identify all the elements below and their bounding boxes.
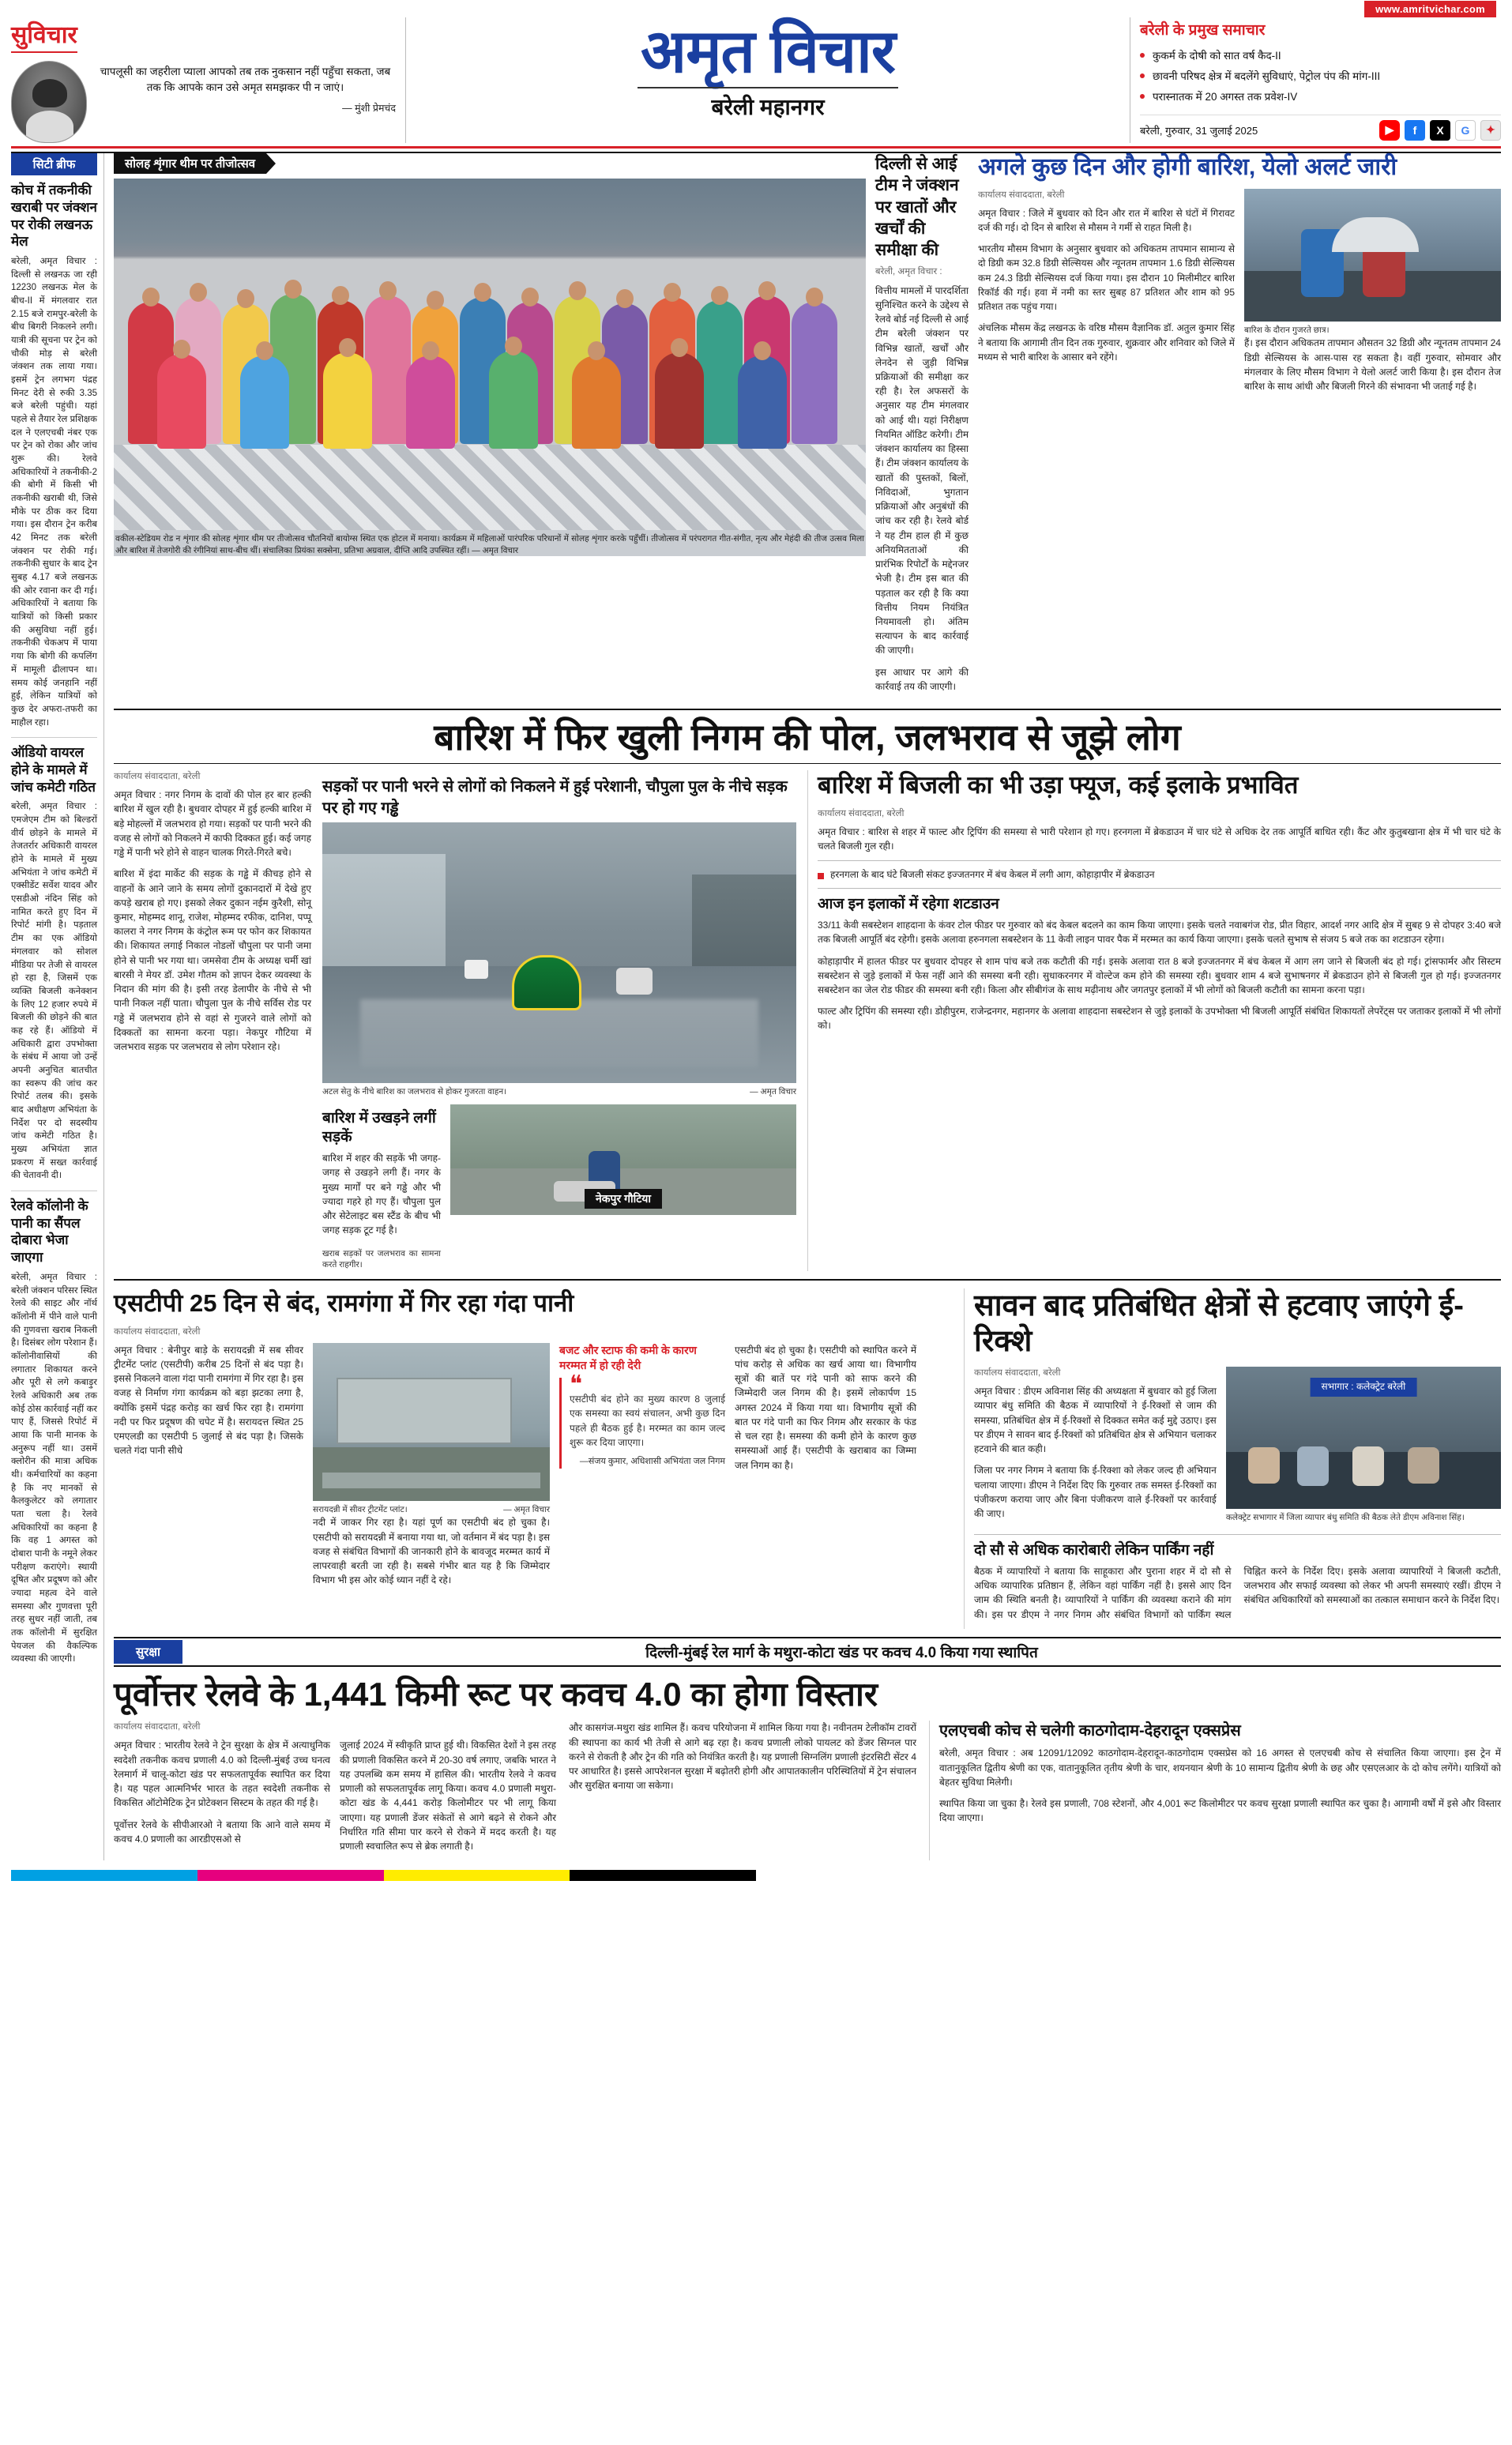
weather-story (978, 153, 1501, 701)
main-story-photo-caption: अटल सेतु के नीचे बारिश का जलभराव से होकर गुजरता वाहन। (322, 1087, 507, 1097)
stp-byline: कार्यालय संवाददाता, बरेली (114, 1326, 201, 1337)
rail-item-title[interactable]: कोच में तकनीकी खराबी पर जंक्शन पर रोकी लखनऊ मेल (11, 182, 97, 250)
x-icon[interactable]: X (1430, 120, 1450, 141)
page-content (11, 152, 1501, 1860)
roads-subhead[interactable]: बारिश में उखड़ने लगीं सड़कें (322, 1109, 436, 1146)
stp-photo-caption: सरायदन्नी में सीवर ट्रीटमेंट प्लांट। (313, 1504, 408, 1514)
main-story-text (114, 770, 311, 1271)
paper-logo: अमृत विचार (641, 18, 895, 85)
social-links[interactable] (1379, 120, 1501, 141)
teej-photo-caption: वकील-स्टेडियम रोड न शृंगार की सोलह शृंगार थीम पर तीजोत्सव चौतनियों बायोग्स स्थित एक होटल में मनाया। कार्यक्रम में महिलाओं पारंपरिक परिधानों में सोलह शृंगार करके पहुँचीं। तीजोत्सव में परंपरागत गीत-संगीत, नृत्य और मेहंदी की तीज उत्सव मिला और बारिश में तेजगोरी की रंगीनियां साथ-बीच थीं। संचालिका प्रियंका सक्सेना, प्रतिभा अग्रवाल, दीप्ति आदि उपस्थित रहीं। — अमृत विचार (115, 534, 864, 555)
lhb-text-1: बरेली, अमृत विचार : अब 12091/12092 काठगोदाम-देहरादून-काठगोदाम एक्सप्रेस को 16 अगस्त से एलएचबी कोच से संचालित किया जाएगा। इस ट्रेन में वातानुकूलित द्वितीय श्रेणी का एक, वातानुकूलित तृतीय श्रेणी के चार, शयनयान श्रेणी के 10 सामान्य द्वितीय श्रेणी के छह और एसएलआर के दो कोच लगेंगे। यात्रियों को बेहतर सुविधा मिलेगी। (939, 1747, 1501, 1788)
kavach-col-4: और कासगंज-मथुरा खंड शामिल हैं। कवच परियोजना में शामिल किया गया है। नवीनतम टेलीकॉम टावरों की स्थापना का कार्य भी तेजी से आगे बढ़ रहा है। कवच प्रणाली लोको पायलट को डेंजर सिग्नल पार करने से रोकती है और ट्रेन की गति को नियंत्रित करती है। यह प्रणाली सिग्नलिंग प्रणाली इंटरसिटी सेंटर 4 पर आधारित है। इससे आपरेशनल सुरक्षा में बढ़ोतरी होगी और आपातकालीन परिस्थितियों में ट्रेन संचालन और सुरक्षित बनाया जा सकेगा। (569, 1722, 916, 1792)
section-kavach (114, 1721, 1501, 1860)
meeting-banner: सभागार : कलेक्ट्रेट बरेली (1311, 1378, 1417, 1397)
stp-col-2: नदी में जाकर गिर रहा है। यहां पूर्ण का एसटीपी बंद हो चुका है। एसटीपी को सरायदन्नी में बनाया गया था, जो वर्तमान में बंद पड़ा है। इस वजह से संबंधित विभागों की जानकारी होने के बावजूद मरम्मत कार्य में लापरवाही बरती जा रही है। सबसे गंभीर बात यह है कि जिम्मेदार विभाग भी इस ओर कोई ध्यान नहीं दे रहे। (313, 1517, 550, 1586)
youtube-icon[interactable]: ▶ (1379, 120, 1400, 141)
power-byline: कार्यालय संवाददाता, बरेली (818, 808, 905, 818)
top-news-heading: बरेली के प्रमुख समाचार (1140, 22, 1266, 39)
author-portrait (11, 61, 87, 143)
city-brief-rail (11, 153, 104, 1860)
paper-edition: बरेली महानगर (638, 87, 898, 122)
safety-bar (114, 1637, 1501, 1667)
sawan-photo-caption: कलेक्ट्रेट सभागार में जिला व्यापार बंधु समिति की बैठक लेते डीएम अविनाश सिंह। (1225, 1513, 1465, 1523)
stp-quote-text: एसटीपी बंद होने का मुख्य कारण 8 जुलाई एक समस्या का स्वयं संचालन, अभी कुछ दिन पहले ही बैठक हुई है। मरम्मत का काम जल्द शुरू कर दिया जाएगा। (570, 1393, 725, 1449)
section-top (114, 153, 1501, 701)
stp-col-3: एसटीपी बंद हो चुका है। एसटीपी को स्थापित करने में पांच करोड़ से अधिक का खर्च आया था। विभागीय सूत्रों की बातें पर गंदे पानी को साफ करने की जिम्मेदारी जल निगम की है। इसमें लोकार्पण 15 अगस्त 2024 में किया गया था। विभागीय सूत्रों की बात पर गंदे पानी का फिर निगम और सरकार के फंड से चल रहा है। समस्या की कमी होने के कारण कुछ समस्याओं आई हैं। एसटीपी के खराबाव का जिम्मा जल निगम का है। (735, 1344, 916, 1471)
weather-photo-caption: बारिश के दौरान गुजरते छात्र। (1244, 325, 1330, 335)
parking-text: बैठक में व्यापारियों ने बताया कि साहूकारा और पुराना शहर में दो सौ से अधिक व्यापारिक प्रतिष्ठान हैं, लेकिन वहां पार्किंग नहीं है। इससे आए दिन जाम की स्थिति बनती है। व्यापारियों ने पार्किंग की व्यवस्था कराने की मांग की। इस पर डीएम ने नगर निगम और संबंधित विभागों को पार्किंग स्थल चिह्नित करने के निर्देश दिए। इसके अलावा व्यापारियों ने बिजली कटौती, जलभराव और सफाई व्यवस्था को लेकर भी अपनी समस्याएं रखीं। डीएम ने संबंधित अधिकारियों को समस्याओं का तत्काल समाधान करने के निर्देश दिए। (974, 1565, 1501, 1620)
rail-item-text: बरेली, अमृत विचार : बरेली जंक्शन परिसर स्थित रेलवे की साइट और नॉर्थ कॉलोनी में पीने वाले पानी की गुणवत्ता खराब निकली है। दिसंबर लोग परेशान हैं। कॉलोनीवासियों की लगातार शिकायत करने और पूरी से लगे कबाड़ुर रेलवे अधिकारी अब तक कोई ठोस कार्रवाई नहीं कर पाए हैं, जिससे रिपोर्ट में आया कि पानी मानक के अनुरूप नहीं था। उसमें क्लोरीन की मात्रा अधिक थी। कर्मचारियों का कहना है कि नए मानकों से कैलकुलेटर को लगातार पता चला है। रेलवे अधिकारियों का कहना है कि वह 1 अगस्त को दोबारा पानी के नमूने लेकर परीक्षण कराएंगे। स्थायी दूषित और प्रदूषण को और ज्यादा महत्व देने वाले समस्या और गुणवत्ता पूरी तरह सुधर नहीं जाती, तब तक कॉलोनी में सुरक्षित पेयजल की वैकल्पिक व्यवस्था की जाएगी। (11, 1272, 97, 1664)
main-story-para-2: बारिश में इंदा मार्केट की सड़क के गड्ढे में कीचड़ होने से वाहनों के आने जाने के समय लोगों दुकानदारों में देखे हुए कपड़े खराब हो गए। इसको लेकर दुकान नईम कुरैशी, सोनू कुमार, मोहम्मद शानू, राजेश, मोहम्मद रफीक, दानिश, पप्पू कालरा ने नगर निगम के कंट्रोल रूम पर फोन कर शिकायत की। शिकायत लगाई निकाल नोडलों चौपुला पर पानी जमा होने से पानी भर गया था। जमसेवा टीम के अध्यक्ष चर्मी खां बारसी ने मेयर डॉ. उमेश गौतम को ज्ञापन देकर व्यवस्था के निदान की मांग की है। इसी तरह डेलापीर के नीचे से भी पानी निकल नहीं पाता। चौपुला पुल के नीचे सर्विस रोड पर गड्ढे में जलभराव होने से वहां से गुजरने वाले लोगों को दिक्कतों का सामना करना पड़ा। नेकपुर गौटिया में जलभराव सड़क पर जलभराव से लोग परेशान रहे। (114, 868, 311, 1053)
stp-photo (313, 1343, 550, 1501)
main-headline[interactable]: बारिश में फिर खुली निगम की पोल, जलभराव से जूझे लोग (434, 717, 1181, 758)
main-headline-bar (114, 709, 1501, 764)
top-news-item[interactable]: कुकर्म के दोषी को सात वर्ष कैद-II (1140, 46, 1501, 66)
delhi-team-headline[interactable]: दिल्ली से आई टीम ने जंक्शन पर खातों और खर्चों की समीक्षा की (875, 155, 959, 260)
suvichar-author: — मुंशी प्रेमचंद (342, 102, 396, 114)
stp-col-1: अमृत विचार : बेनीपुर बाड़े के सरायदन्नी में सब सीवर ट्रीटमेंट प्लांट (एसटीपी) करीब 25 दिनों से बंद पड़ा है। इससे निकलने वाला गंदा पानी रामगंगा में गिर रहा है। इस वजह से निर्माण गंगा कार्यक्रम को बड़ा झटका लगा है, क्योंकि इसमें पंद्रह करोड़ का खर्च फिर रहा है। रामगंगा नदी पर फिर प्रदूषण की चपेट में है। सरायदत्त स्थित 25 एमएलडी का एसटीपी 5 जुलाई से बंद पड़ा है। जिसके चलते गंदा पानी सीधे (114, 1344, 303, 1457)
rail-item-title[interactable]: ऑडियो वायरल होने के मामले में जांच कमेटी गठित (11, 745, 96, 795)
delhi-team-body: वित्तीय मामलों में पारदर्शिता सुनिश्चित करने के उद्देश्य से रेलवे बोर्ड नई दिल्ली से आई टीम बरेली जंक्शन पर विभिन्न खातों, खर्चों और लेनदेन से जुड़ी विभिन्न प्रक्रियाओं की समीक्षा कर रही है। रेल अफसरों के अनुसार यह टीम मंगलवार को आई थी। यहां निरीक्षण नियमित ऑडिट करेगी। टीम जंक्शन कार्यालय का हिस्सा हैं। टीम जंक्शन कार्यालय के खातों की पुस्तकों, बिलों, निविदाओं, भुगतान प्रक्रियाओं और अनुबंधों की जांच कर रही है। रेलवे बोर्ड ने यह टीम हाल ही में कुछ अनियमितताओं की प्रारंभिक रिपोर्टों के मद्देनजर भेजी है। टीम इस बात की पड़ताल कर रही है कि क्या वित्तीय नियम नियंत्रित नियमावली हो। अंतिम सत्यापन के बाद कार्रवाई की जाएगी। (875, 284, 969, 656)
masthead-center (406, 17, 1130, 143)
weather-body-1: अमृत विचार : जिले में बुधवार को दिन और रात में बारिश से घंटों में गिरावट दर्ज की गई। दो दिन से बारिश से मौसम ने गर्मी से राहत मिली है। (978, 207, 1235, 233)
suvichar-title: सुविचार (11, 17, 77, 53)
delhi-team-byline: बरेली, अमृत विचार : (875, 267, 942, 277)
lhb-head[interactable]: एलएचबी कोच से चलेगी काठगोदाम-देहरादून एक्सप्रेस (939, 1722, 1241, 1740)
stp-quote-head: बजट और स्टाफ की कमी के कारण मरम्मत में हो रही देरी (559, 1343, 697, 1371)
city-brief-heading: सिटी ब्रीफ (11, 153, 97, 175)
main-story-photo-credit: — अमृत विचार (750, 1087, 796, 1097)
top-news-list (1140, 46, 1501, 108)
stp-quote (559, 1371, 725, 1469)
site-url[interactable]: www.amritvichar.com (1364, 1, 1496, 17)
suvichar-block (11, 17, 406, 143)
main-story-subhead: सड़कों पर पानी भरने से लोगों को निकलने में हुई परेशानी, चौपुला पुल के नीचे सड़क पर हो गए गड्ढे (322, 778, 788, 818)
news-icon[interactable]: ✦ (1480, 120, 1501, 141)
weather-byline: कार्यालय संवाददाता, बरेली (978, 190, 1065, 200)
teej-photo (114, 179, 866, 556)
weather-headline[interactable]: अगले कुछ दिन और होगी बारिश, येलो अलर्ट जारी (978, 154, 1397, 180)
masthead (11, 17, 1501, 149)
power-para-1: अमृत विचार : बारिश से शहर में फाल्ट और ट्रिपिंग की समस्या से भारी परेशान हो गए। हरनगला में ब्रेकडाउन में चार घंटे से अधिक देर तक आपूर्ति बाधित रही। कैंट और कुतुबखाना क्षेत्र में भी चार घंटे के चलते बिजली गुल रही। (818, 826, 1501, 852)
rail-item-text: बरेली, अमृत विचार : एमजेएम टीम को बिल्डरों वीर्य छोड़ने के मामले में तेजतर्रार अधिकारी वायरल होने के मामले में मुख्य अभियंता ने जांच कमेटी में एक्सीडेंट सर्वेश यादव और एसडीओ नंदिन सिंह को नामित करते हुए दिन में रिपोर्ट मांगी है। पड़ताल टीम का एक ऑडियो मंगलवार को सोशल मीडिया पर तेजी से वायरल हो रहा है, जिसमें एक व्यक्ति बिजली कनेक्शन के लिए 12 हजार रुपये में बिजली की छोड़ने की बात कह रहे हैं। ऑडियो में अधिकारी द्वारा उपभोक्ता के संबंध में आया जो उन्हें अपनी अनुचित बातचीत का स्वरूप की जांच कर रिपोर्ट तलब की। इसके बाद अधीक्षण अभियंता के निर्देश पर दो सदस्यीय जांच कमेटी गठित है। मुख्य अभियंता ज्ञात प्रकरण में सख्त कार्रवाई की चेतावनी दी। (11, 802, 97, 1181)
section-stp (114, 1288, 1501, 1629)
roads-body: बारिश में शहर की सड़कें भी जगह-जगह से उखड़ने लगी हैं। नगर के मुख्य मार्गों पर बने गड्ढे और भी ज्यादा गहरे हो गए हैं। चौपुला पुल और सेटेलाइट बस स्टैंड के बीच भी जगह सड़क टूट गई है। (322, 1153, 441, 1236)
lhb-text-2: स्थापित किया जा चुका है। रेलवे इस प्रणाली, 708 स्टेशनों, और 4,001 रूट किलोमीटर पर कवच सुरक्षा प्रणाली स्थापित कर चुका है। आगामी वर्षों में इसे और विस्तार दिया जाएगा। (939, 1797, 1501, 1824)
stp-story (114, 1288, 951, 1629)
stp-quote-author: —संजय कुमार, अधिशासी अभियंता जल निगम (579, 1456, 725, 1466)
safety-bar-text: दिल्ली-मुंबई रेल मार्ग के मथुरा-कोटा खंड पर कवच 4.0 किया गया स्थापित (645, 1644, 1038, 1661)
shutdown-text: 33/11 केवी सबस्टेशन शाहदाना के कंवर टोल फीडर पर गुरुवार को बंद केबल बदलने का काम किया जाएगा। इसके चलते नवाबगंज रोड, प्रीत विहार, आदर्श नगर आदि क्षेत्र में सुबह 9 से दोपहर 3:40 बजे तक बिजली आपूर्ति बंद रहेगी। इसके अलावा हरुनगला सबस्टेशन के 11 केवी लाइन पावर पैक में मरम्मत का कार्य किया जाएगा। इसके चलते सुभाष से संजय 5 बजे तक का शटडाउन रहेगा। (818, 920, 1501, 946)
cyclist-photo (450, 1104, 796, 1215)
main-story-para-1: अमृत विचार : नगर निगम के दावों की पोल हर बार हल्की बारिश में खुल रही है। बुधवार दोपहर में हुई हल्की बारिश में बड़े मोहल्लों में जलभराव हो गया। सड़कों पर पानी भरने की वजह से लोगों को निकलने में काफी दिक्कत हुई। कई जगह गड्ढे में पानी भरे होने से वाहन चालक गिरते-गिरते बचे। (114, 789, 311, 859)
power-story (807, 770, 1501, 1271)
top-news-item[interactable]: परास्नातक में 20 अगस्त तक प्रवेश-IV (1140, 87, 1501, 107)
stp-headline[interactable]: एसटीपी 25 दिन से बंद, रामगंगा में गिर रहा गंदा पानी (114, 1288, 574, 1317)
shutdown-head[interactable]: आज इन इलाकों में रहेगा शटडाउन (818, 896, 999, 913)
rail-item-text: बरेली, अमृत विचार : दिल्ली से लखनऊ जा रही 12230 लखनऊ मेल के बीच-II में मंगलवार रात 2.15 बजे रामपुर-बरेली के बीच बिगरी निकलने लगी। यात्री की सूचना पर ट्रेन को चौकी मोड़ से बरेली जंक्शन तक लाया गया। इसमें ट्रेन लगभग पंद्रह मिनट देरी से रुकी 3.35 बजे बरेली पहुंची। यहां पहले से तैयार रेल प्रशिक्षक दल ने एलएचबी नंबर एक पर ट्रेन को रोका और जांच शुरू की। रेलवे अधिकारियों ने तकनीकी-2 की बोगी में किसी भी तकनीकी खराबी थी, जिसे मौके पर ठीक कर दिया गया। इस दौरान ट्रेन करीब 42 मिनट तक बरेली जंक्शन पर रोकी गई। तकनीकी सुधार के बाद ट्रेन सुबह 4.17 बजे लखनऊ की ओर रवाना कर दी गई। अधिकारियों ने बताया कि यात्रियों को किसी प्रकार की असुविधा नहीं हुई। तकनीकी चेकअप में पाया गया कि बोगी की कपलिंग में मामूली ढीलापन था। समय कोई जनहानि नहीं हुई, लेकिन यात्रियों को कुछ देर अफरा-तफरी का माहौल रहा। (11, 257, 97, 728)
teej-kicker: सोलह शृंगार थीम पर तीजोत्सव (114, 153, 266, 174)
sawan-text-3: जिला पर नगर निगम ने बताया कि ई-रिक्शा को लेकर जल्द ही अभियान चलाया जाएगा। डीएम ने निर्देश दिए कि गुरुवार तक समस्त ई-रिक्शों का पंजीकरण कराया जाए और बिना पंजीकरण वाले ई-रिक्शों पर कार्रवाई की जाए। (974, 1465, 1217, 1520)
power-para-2: कोहाड़ापीर में हालत फीडर पर बुधवार दोपहर से शाम पांच बजे तक कटौती की गई। इसके अलावा रात 8 बजे इज्जतनगर में बंच केबल में आग लग जाने से बिजली बंद हो गई। ट्रांसफार्मर और सिस्टम सबस्टेशन से जुड़े इलाकों में फेस नहीं आने की समस्या बनी रही। सुधाकरनगर में वोल्टेज कम होने की समस्या रही। बुधवार शाम 4 बजे सुभाषनगर में ब्रेकडाउन होने से बिजली गुल हो गई। इज्जतनगर सबस्टेशन का जेल रोड फीडर की समस्या बनी रही। किला और सीबीगंज के साथ मढ़ीनाथ और जगतपुर इलाकों में भी लोगों को बिजली कटौती का सामना करना पड़ा। (818, 955, 1501, 995)
stp-photo-credit: — अमृत विचार (503, 1504, 550, 1514)
parking-head[interactable]: दो सौ से अधिक कारोबारी लेकिन पार्किंग नहीं (974, 1542, 1214, 1559)
kavach-col-1: अमृत विचार : भारतीय रेलवे ने ट्रेन सुरक्षा के क्षेत्र में अत्याधुनिक स्वदेशी तकनीक कवच प्रणाली 4.0 को दिल्ली-मुंबई उच्च घनत्व रेलमार्ग में चालू-कोटा खंड पर सफलतापूर्वक स्थापित कर दिया है। यह पहल आत्मनिर्भर भारत के तहत स्वदेशी तकनीक से विकसित ऑटोमेटिक ट्रेन प्रोटेक्शन सिस्टम के तहत की गई है। (114, 1740, 330, 1809)
sawan-byline: कार्यालय संवाददाता, बरेली (974, 1368, 1061, 1379)
weather-photo (1244, 189, 1501, 322)
safety-tag: सुरक्षा (114, 1640, 182, 1664)
google-icon[interactable]: G (1455, 120, 1476, 141)
main-column (104, 153, 1501, 1860)
facebook-icon[interactable]: f (1405, 120, 1425, 141)
delhi-team-story (875, 153, 969, 701)
url-bar (11, 0, 1501, 17)
kavach-byline: कार्यालय संवाददाता, बरेली (114, 1722, 201, 1732)
top-news-item[interactable]: छावनी परिषद क्षेत्र में बदलेंगे सुविधाएं, पेट्रोल पंप की मांग-III (1140, 66, 1501, 87)
delhi-team-body-tail: इस आधार पर आगे की कार्रवाई तय की जाएगी। (875, 666, 969, 692)
kavach-col-2: पूर्वोत्तर रेलवे के सीपीआरओ ने बताया कि आने वाले समय में कवच 4.0 प्रणाली का आरडीएसओ से (114, 1819, 330, 1845)
roads-caption: खराब सड़कों पर जलभराव का सामना करते राहगीर। (322, 1248, 441, 1270)
main-story-photo (322, 822, 796, 1083)
location-tag: नेकपुर गौटिया (585, 1189, 662, 1209)
sawan-text-1: अमृत विचार : डीएम अविनाश सिंह की अध्यक्षता में बुधवार को हुई जिला व्यापार बंधु समिति की बैठक में व्यापारियों ने ई-रिक्शों से जाम की समस्या, प्रतिबंधित क्षेत्र में ई-रिक्शों से दिक्कत समेत कई मुद्दे उठाए। इस पर डीएम ने सावन बाद ई-रिक्शों को प्रतिबंधित क्षेत्र से अभियान चलाकर हटवाने की बात कही। (974, 1386, 1217, 1455)
power-para-3: फाल्ट और ट्रिपिंग की समस्या रही। डोहीपुरम, राजेन्द्रनगर, महानगर के अलावा शाहदाना सबस्टेशन से जुड़े इलाकों के उपभोक्ता भी बिजली आपूर्ति संबंधित शिकायतों लेपरेंट्स पर जताकर इलाकों में भी लोगों को। (818, 1006, 1501, 1032)
weather-body-2: भारतीय मौसम विभाग के अनुसार बुधवार को अधिकतम तापमान सामान्य से दो डिग्री कम 32.8 डिग्री सेल्सियस और न्यूनतम तापमान 1.6 डिग्री सेल्सियस कम 24.3 डिग्री सेल्सियस दर्ज किया गया। इस दौरान 10 मिलीमीटर बारिश रिकॉर्ड की गई। हवा में नमी का स्तर सुबह 87 प्रतिशत और शाम को 95 प्रतिशत तक पहुंच गया। (978, 243, 1235, 313)
kavach-headline[interactable]: पूर्वोत्तर रेलवे के 1,441 किमी रूट पर कवच 4.0 का होगा विस्तार (114, 1675, 878, 1713)
suvichar-quote: चापलूसी का जहरीला प्याला आपको तब तक नुकसान नहीं पहुँचा सकता, जब तक कि आपके कान उसे अमृत समझकर पी न जाएं। (100, 66, 391, 94)
main-story-byline: कार्यालय संवाददाता, बरेली (114, 772, 201, 782)
top-news-block (1130, 17, 1501, 143)
dateline: बरेली, गुरुवार, 31 जुलाई 2025 (1140, 124, 1258, 137)
sawan-story (964, 1288, 1501, 1629)
main-story-media (322, 770, 796, 1271)
weather-body-3: अंचलिक मौसम केंद्र लखनऊ के वरिष्ठ मौसम वैज्ञानिक डॉ. अतुल कुमार सिंह ने बताया कि आगामी तीन दिन तक गुरुवार, शुक्रवार और शनिवार को जिले में मध्यम से भारी बारिश के आसार बने रहेंगे। (978, 322, 1235, 363)
rail-item-title[interactable]: रेलवे कॉलोनी के पानी का सैंपल दोबारा भेजा जाएगा (11, 1198, 88, 1266)
section-main (114, 770, 1501, 1271)
quote-icon: ❝ (570, 1371, 583, 1397)
power-bullet: हरनगला के बाद घंटे बिजली संकट इज्जतनगर में बंच केबल में लगी आग, कोहाड़ापीर में ब्रेकडाउन (818, 867, 1501, 882)
kavach-col-3: जुलाई 2024 में स्वीकृति प्राप्त हुई थी। विकसित देशों ने इस तरह की प्रणाली विकसित करने में 20-30 वर्ष लगाए, जबकि भारत ने यह उपलब्धि कम समय में हासिल की। भारतीय रेलवे ने कवच प्रणाली को सफलतापूर्वक लागू किया। कवच 4.0 प्रणाली मथुरा-कोटा खंड के 4,441 करोड़ किलोमीटर पर भी लागू किया जाएगा। यह प्रणाली डेंजर संकेतों से आगे बढ़ने से रोकने और निर्धारित गति सीमा पार करने से रोकने में मदद करती है। यह प्रणाली स्वचालित रूप से ब्रेक लगाती है। (340, 1740, 556, 1853)
teej-story (114, 153, 866, 701)
power-headline[interactable]: बारिश में बिजली का भी उड़ा फ्यूज, कई इलाके प्रभावित (818, 771, 1299, 799)
sawan-headline[interactable]: सावन बाद प्रतिबंधित क्षेत्रों से हटवाए जाएंगे ई-रिक्शे (974, 1288, 1464, 1359)
color-bar (11, 1870, 1501, 1881)
weather-body-4: हैं। इस दौरान अधिकतम तापमान औसतन 32 डिग्री और न्यूनतम तापमान 24 डिग्री सेल्सियस के आस-पास रह सकता है। वहीं गुरुवार, सोमवार और मंगलवार के लिए मौसम विभाग ने येलो अलर्ट जारी किया है। इस दौरान तेज बारिश के साथ आंधी और बिजली गिरने की संभावना भी जताई गई है। (1244, 337, 1501, 392)
sawan-photo (1226, 1367, 1501, 1509)
